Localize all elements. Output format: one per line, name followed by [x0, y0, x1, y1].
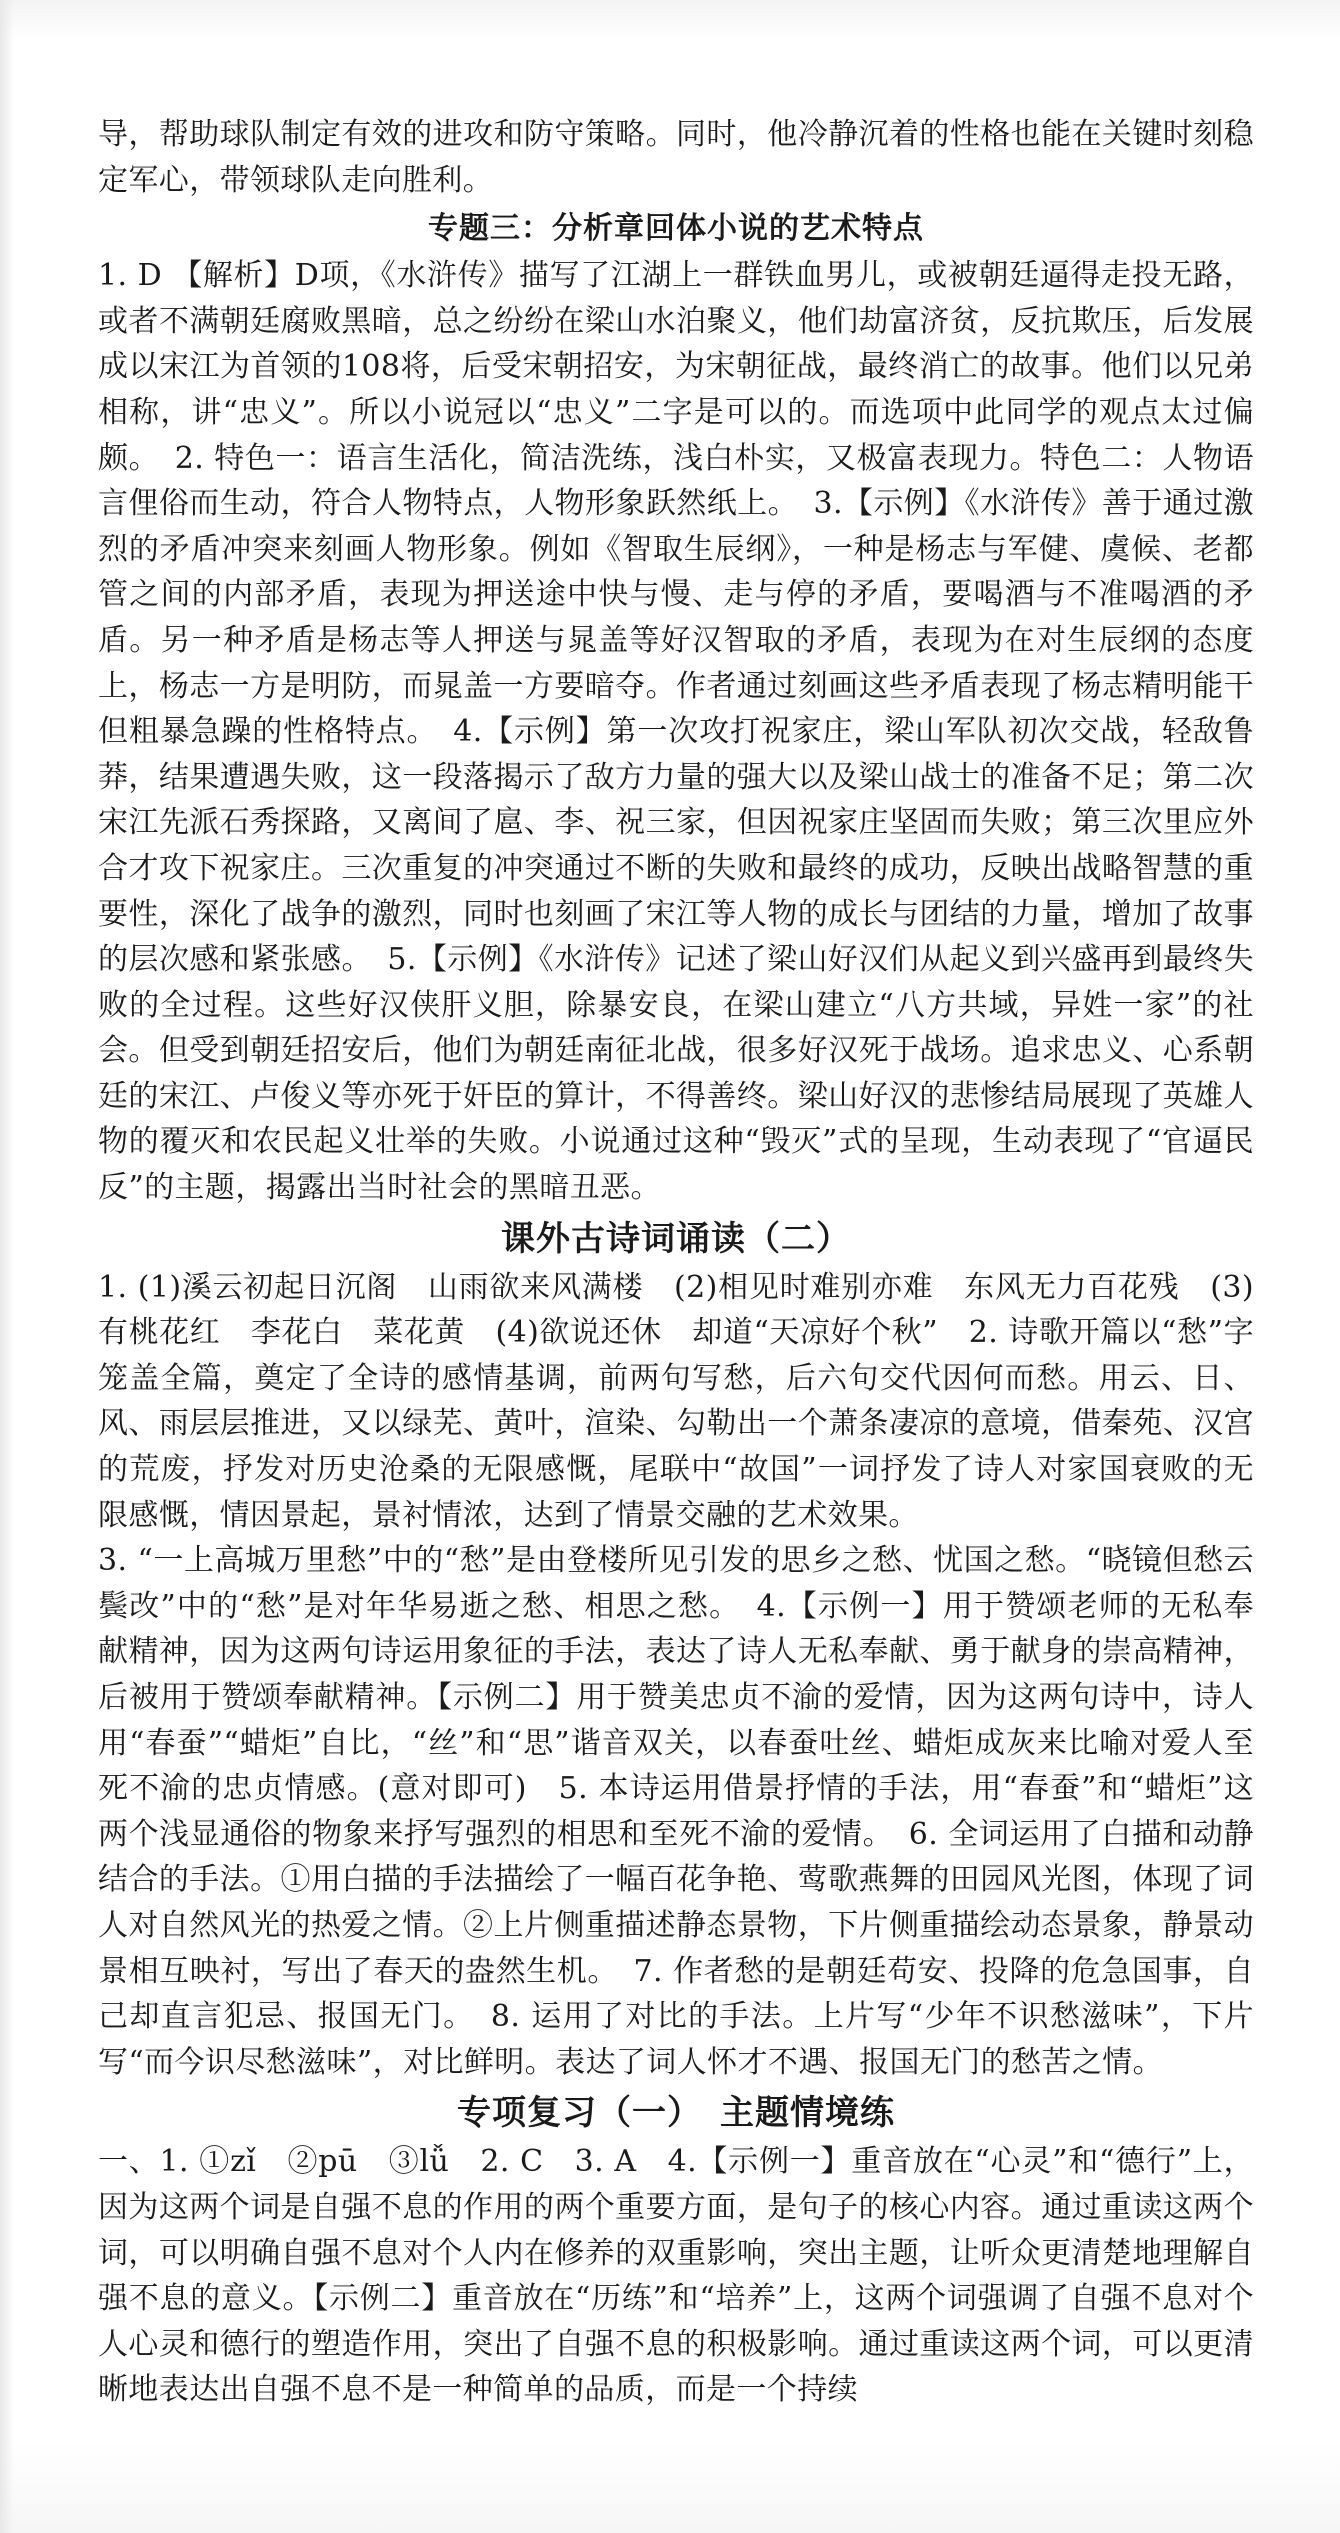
intro-paragraph: 导，帮助球队制定有效的进攻和防守策略。同时，他冷静沉着的性格也能在关键时刻稳定军心，带领球队走向胜利。 — [98, 117, 1254, 198]
section-title-special-review: 专项复习（一） 主题情境练 — [457, 2093, 895, 2134]
section-title-extracurricular-poems: 课外古诗词诵读（二） — [501, 1218, 851, 1259]
section-paragraph: 1. (1)溪云初起日沉阁 山雨欲来风满楼 (2)相见时难别亦难 东风无力百花残 (3)有桃花红 李花白 菜花黄 (4)欲说还休 却道“天凉好个秋” 2. 诗歌开篇以“愁”字笼盖全篇，奠定了全诗的感情基调，前两句写愁，后六句交代因何而愁。用云、日、风、雨层层推进，又以绿芜、黄叶，渲染、勾勒出一个萧条凄凉的意境，借秦苑、汉宫的荒废，抒发对历史沧桑的无限感慨，尾联中“故国”一词抒发了诗人对家国衰败的无限感慨，情因景起，景衬情浓，达到了情景交融的艺术效果。 — [98, 1269, 1254, 1533]
section-title-topic-three: 专题三：分析章回体小说的艺术特点 — [428, 211, 924, 247]
section-paragraph: 一、1. ①zǐ ②pū ③lǚ 2. C 3. A 4.【示例一】重音放在“心灵”和“德行”上，因为这两个词是自强不息的作用的两个重要方面，是句子的核心内容。通过重读这两个词，可以明确自强不息对个人内在修养的双重影响，突出主题，让听众更清楚地理解自强不息的意义。【示例二】重音放在“历练”和“培养”上，这两个词强调了自强不息对个人心灵和德行的塑造作用，突出了自强不息的积极影响。通过重读这两个词，可以更清晰地表达出自强不息不是一种简单的品质，而是一个持续 — [98, 2144, 1254, 2408]
section-paragraph: 1. D 【解析】D项，《水浒传》描写了江湖上一群铁血男儿，或被朝廷逼得走投无路，或者不满朝廷腐败黑暗，总之纷纷在梁山水泊聚义，他们劫富济贫，反抗欺压，后发展成以宋江为首领的108将，后受宋朝招安，为宋朝征战，最终消亡的故事。他们以兄弟相称，讲“忠义”。所以小说冠以“忠义”二字是可以的。而选项中此同学的观点太过偏颇。 2. 特色一：语言生活化，简洁洗练，浅白朴实，又极富表现力。特色二：人物语言俚俗而生动，符合人物特点，人物形象跃然纸上。 3.【示例】《水浒传》善于通过激烈的矛盾冲突来刻画人物形象。例如《智取生辰纲》，一种是杨志与军健、虞候、老都管之间的内部矛盾，表现为押送途中快与慢、走与停的矛盾，要喝酒与不准喝酒的矛盾。另一种矛盾是杨志等人押送与晁盖等好汉智取的矛盾，表现为在对生辰纲的态度上，杨志一方是明防，而晁盖一方要暗夺。作者通过刻画这些矛盾表现了杨志精明能干但粗暴急躁的性格特点。 4.【示例】第一次攻打祝家庄，梁山军队初次交战，轻敌鲁莽，结果遭遇失败，这一段落揭示了敌方力量的强大以及梁山战士的准备不足；第二次宋江先派石秀探路，又离间了扈、李、祝三家，但因祝家庄坚固而失败；第三次里应外合才攻下祝家庄。三次重复的冲突通过不断的失败和最终的成功，反映出战略智慧的重要性，深化了战争的激烈，同时也刻画了宋江等人物的成长与团结的力量，增加了故事的层次感和紧张感。 5.【示例】《水浒传》记述了梁山好汉们从起义到兴盛再到最终失败的全过程。这些好汉侠肝义胆，除暴安良，在梁山建立“八方共域，异姓一家”的社会。但受到朝廷招安后，他们为朝廷南征北战，很多好汉死于战场。追求忠义、心系朝廷的宋江、卢俊义等亦死于奸臣的算计，不得善终。梁山好汉的悲惨结局展现了英雄人物的覆灭和农民起义壮举的失败。小说通过这种“毁灭”式的呈现，生动表现了“官逼民反”的主题，揭露出当时社会的黑暗丑恶。 — [98, 258, 1255, 1206]
page-edge-shadow — [0, 0, 14, 2533]
document-body — [98, 112, 1254, 2413]
section-paragraph: 3. “一上高城万里愁”中的“愁”是由登楼所见引发的思乡之愁、忧国之愁。“晓镜但愁云鬓改”中的“愁”是对年华易逝之愁、相思之愁。 4.【示例一】用于赞颂老师的无私奉献精神，因为这两句诗运用象征的手法，表达了诗人无私奉献、勇于献身的崇高精神，后被用于赞颂奉献精神。【示例二】用于赞美忠贞不渝的爱情，因为这两句诗中，诗人用“春蚕”“蜡炬”自比，“丝”和“思”谐音双关，以春蚕吐丝、蜡炬成灰来比喻对爱人至死不渝的忠贞情感。(意对即可) 5. 本诗运用借景抒情的手法，用“春蚕”和“蜡炬”这两个浅显通俗的物象来抒写强烈的相思和至死不渝的爱情。 6. 全词运用了白描和动静结合的手法。①用白描的手法描绘了一幅百花争艳、莺歌燕舞的田园风光图，体现了词人对自然风光的热爱之情。②上片侧重描述静态景物，下片侧重描绘动态景象，静景动景相互映衬，写出了春天的盎然生机。 7. 作者愁的是朝廷苟安、投降的危急国事，自己却直言犯忌、报国无门。 8. 运用了对比的手法。上片写“少年不识愁滋味”，下片写“而今识尽愁滋味”，对比鲜明。表达了词人怀才不遇、报国无门的愁苦之情。 — [98, 1543, 1254, 2080]
